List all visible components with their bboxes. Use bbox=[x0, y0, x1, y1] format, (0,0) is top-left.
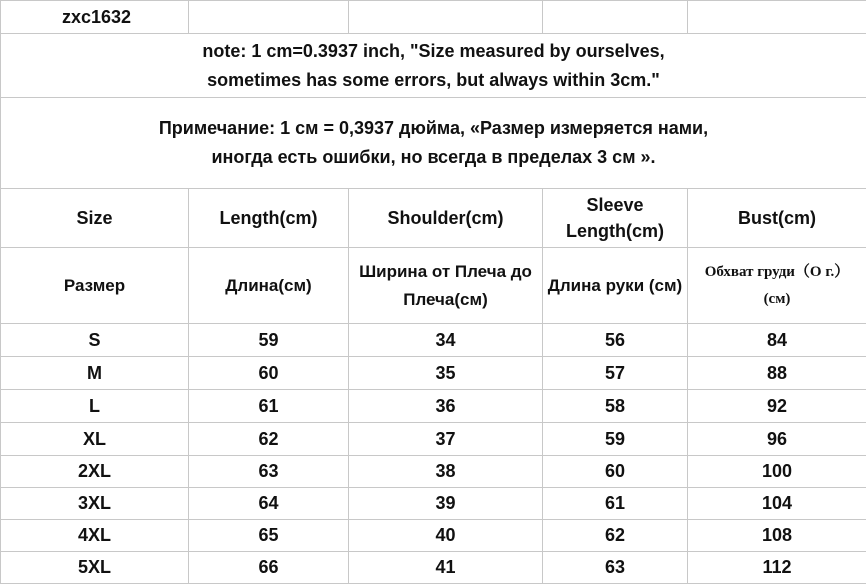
cell-length: 63 bbox=[189, 456, 349, 488]
cell-length: 60 bbox=[189, 357, 349, 390]
cell-bust: 100 bbox=[688, 456, 866, 488]
table-row bbox=[1, 423, 866, 456]
cell-size: 2XL bbox=[1, 456, 189, 488]
cell-sleeve: 57 bbox=[543, 357, 688, 390]
cell-sleeve: 58 bbox=[543, 390, 688, 423]
code-row bbox=[1, 1, 866, 34]
empty-cell bbox=[543, 1, 688, 34]
cell-bust: 108 bbox=[688, 520, 866, 552]
header-size: Size bbox=[1, 189, 189, 248]
header-sleeve-ru: Длина руки (см) bbox=[543, 248, 688, 324]
cell-shoulder: 41 bbox=[349, 552, 543, 584]
header-en-row bbox=[1, 189, 866, 248]
empty-cell bbox=[349, 1, 543, 34]
cell-size: 5XL bbox=[1, 552, 189, 584]
cell-shoulder: 35 bbox=[349, 357, 543, 390]
cell-length: 61 bbox=[189, 390, 349, 423]
note-en-row bbox=[1, 34, 866, 98]
cell-shoulder: 36 bbox=[349, 390, 543, 423]
header-bust: Bust(cm) bbox=[688, 189, 866, 248]
table-row bbox=[1, 324, 866, 357]
cell-bust: 112 bbox=[688, 552, 866, 584]
cell-length: 65 bbox=[189, 520, 349, 552]
note-russian bbox=[1, 98, 866, 189]
cell-shoulder: 38 bbox=[349, 456, 543, 488]
note-ru-row bbox=[1, 98, 866, 189]
cell-bust: 96 bbox=[688, 423, 866, 456]
cell-size: 4XL bbox=[1, 520, 189, 552]
header-size-ru: Размер bbox=[1, 248, 189, 324]
cell-shoulder: 34 bbox=[349, 324, 543, 357]
cell-shoulder: 37 bbox=[349, 423, 543, 456]
table-row bbox=[1, 357, 866, 390]
empty-cell bbox=[189, 1, 349, 34]
cell-shoulder: 39 bbox=[349, 488, 543, 520]
cell-size: XL bbox=[1, 423, 189, 456]
note-english bbox=[1, 34, 866, 98]
header-shoulder-ru: Ширина от Плеча до Плеча(см) bbox=[349, 248, 543, 324]
cell-shoulder: 40 bbox=[349, 520, 543, 552]
table-row bbox=[1, 552, 866, 584]
note-en-line-1: note: 1 cm=0.3937 inch, "Size measured by ourselves, bbox=[202, 40, 665, 61]
cell-size: S bbox=[1, 324, 189, 357]
cell-sleeve: 61 bbox=[543, 488, 688, 520]
cell-sleeve: 56 bbox=[543, 324, 688, 357]
cell-bust: 84 bbox=[688, 324, 866, 357]
product-code: zxc1632 bbox=[1, 1, 189, 34]
note-ru-line-2: иногда есть ошибки, но всегда в пределах 3 см ». bbox=[211, 147, 656, 167]
cell-length: 66 bbox=[189, 552, 349, 584]
empty-cell bbox=[688, 1, 866, 34]
table-row bbox=[1, 520, 866, 552]
table-row bbox=[1, 390, 866, 423]
table-row bbox=[1, 456, 866, 488]
cell-sleeve: 60 bbox=[543, 456, 688, 488]
cell-sleeve: 62 bbox=[543, 520, 688, 552]
cell-bust: 88 bbox=[688, 357, 866, 390]
header-sleeve-length: Sleeve Length(cm) bbox=[543, 189, 688, 248]
header-shoulder: Shoulder(cm) bbox=[349, 189, 543, 248]
cell-sleeve: 63 bbox=[543, 552, 688, 584]
cell-length: 64 bbox=[189, 488, 349, 520]
header-ru-row bbox=[1, 248, 866, 324]
cell-bust: 104 bbox=[688, 488, 866, 520]
cell-length: 62 bbox=[189, 423, 349, 456]
note-ru-line-1: Примечание: 1 см = 0,3937 дюйма, «Размер измеряется нами, bbox=[158, 118, 709, 138]
cell-bust: 92 bbox=[688, 390, 866, 423]
note-en-line-2: sometimes has some errors, but always within 3cm." bbox=[207, 69, 660, 90]
cell-size: 3XL bbox=[1, 488, 189, 520]
header-bust-ru: Обхват груди（О г.）(см) bbox=[688, 248, 866, 324]
header-length-ru: Длина(см) bbox=[189, 248, 349, 324]
cell-size: M bbox=[1, 357, 189, 390]
cell-sleeve: 59 bbox=[543, 423, 688, 456]
cell-length: 59 bbox=[189, 324, 349, 357]
table-row bbox=[1, 488, 866, 520]
cell-size: L bbox=[1, 390, 189, 423]
header-length: Length(cm) bbox=[189, 189, 349, 248]
